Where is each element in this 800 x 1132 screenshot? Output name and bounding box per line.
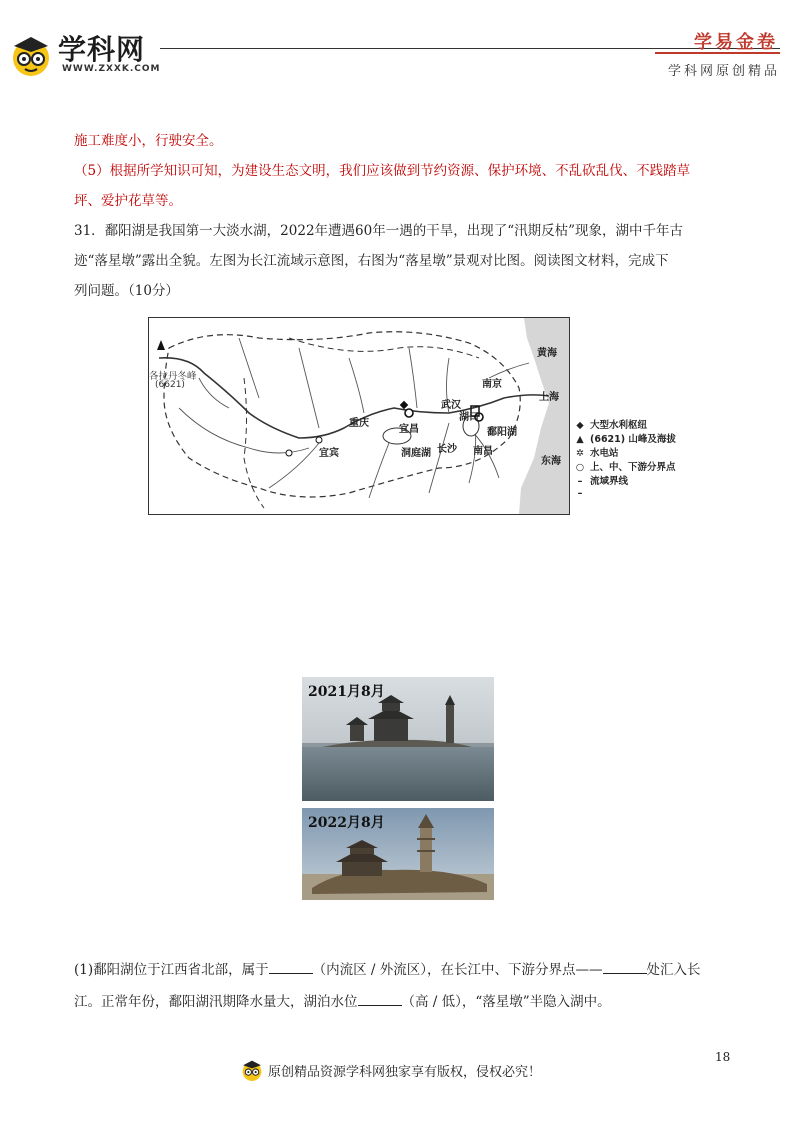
answer-blank-3[interactable] [358, 991, 402, 1006]
answer-blank-2[interactable] [603, 959, 647, 974]
header-divider [160, 48, 780, 49]
site-logo [8, 24, 161, 80]
place-yichang: 宜昌 [399, 424, 419, 435]
mascot-icon [8, 32, 54, 78]
question-line-2: 迹“落星墩”露出全貌。左图为长江流域示意图，右图为“落星墩”景观对比图。阅读图文材料，完成下 [74, 253, 669, 269]
series-subtitle: 学科网原创精品 [667, 64, 780, 79]
dam-icon: ◆ [576, 420, 584, 431]
answer-line-3: 坪、爱护花草等。 [74, 193, 182, 209]
mascot-icon [240, 1058, 264, 1082]
peak-label: 各拉丹冬峰 [149, 371, 197, 382]
place-poyang: 鄱阳湖 [487, 427, 517, 438]
place-nanchang: 南昌 [473, 446, 493, 457]
place-yibin: 宜宾 [319, 448, 339, 459]
legend-item: ✲ 水电站 [576, 448, 619, 459]
yangtze-basin-map [148, 317, 570, 515]
hydropower-icon: ✲ [576, 448, 584, 459]
series-title: 学易金卷 [694, 32, 778, 53]
place-dongting: 洞庭湖 [401, 448, 431, 459]
question-line-3: 列问题。（10分） [74, 283, 179, 299]
place-nanjing: 南京 [482, 379, 502, 390]
peak-icon: ▲ [576, 434, 584, 445]
subquestion-line-1: (1)鄱阳湖位于江西省北部，属于 （内流区 / 外流区），在长江中、下游分界点—— 处汇入长 [74, 955, 734, 985]
photo-2021 [302, 677, 494, 801]
place-wuhan: 武汉 [441, 400, 461, 411]
legend-item: ◆ 大型水利枢纽 [576, 420, 648, 431]
photo-2022-label: 2022月8月 [308, 815, 385, 831]
boundary-point-icon: ○ [575, 462, 585, 473]
legend-item: – – 流域界线 [575, 476, 685, 500]
copyright-notice: 原创精品资源学科网独家享有版权，侵权必究！ [268, 1064, 542, 1080]
answer-line-2: （5）根据所学知识可知，为建设生态文明，我们应该做到节约资源、保护环境、不乱砍乱伐、不践踏草 [74, 163, 691, 179]
legend-item: ○ 上、中、下游分界点 [575, 462, 676, 473]
place-chongqing: 重庆 [349, 418, 369, 429]
subquestion-line-2: 江。正常年份，鄱阳湖汛期降水量大，湖泊水位 （高 / 低），“落星墩”半隐入湖中。 [74, 987, 734, 1017]
place-donghai: 东海 [541, 456, 561, 467]
photo-2022 [302, 808, 494, 900]
place-changsha: 长沙 [437, 444, 457, 455]
brand-name: 学科网 [58, 33, 146, 66]
map-legend [575, 420, 685, 502]
footer-notice [240, 1058, 541, 1082]
place-huanghai: 黄海 [537, 348, 557, 359]
photo-2021-label: 2021月8月 [308, 684, 385, 700]
basin-line-icon: – – [577, 476, 583, 499]
answer-blank-1[interactable] [269, 959, 313, 974]
page-number: 18 [715, 1050, 731, 1064]
place-hukou: 湖口 [459, 412, 479, 423]
answer-line-1: 施工难度小，行驶安全。 [74, 133, 223, 149]
question-line-1: 31．鄱阳湖是我国第一大淡水湖，2022年遭遇60年一遇的干旱，出现了“汛期反枯”现象，湖中千年古 [74, 223, 684, 239]
place-shanghai: 上海 [539, 392, 559, 403]
brand-url: WWW.ZXXK.COM [62, 64, 161, 74]
peak-elevation: (6621) [155, 380, 185, 390]
legend-item: ▲ (6621) 山峰及海拔 [576, 434, 676, 445]
